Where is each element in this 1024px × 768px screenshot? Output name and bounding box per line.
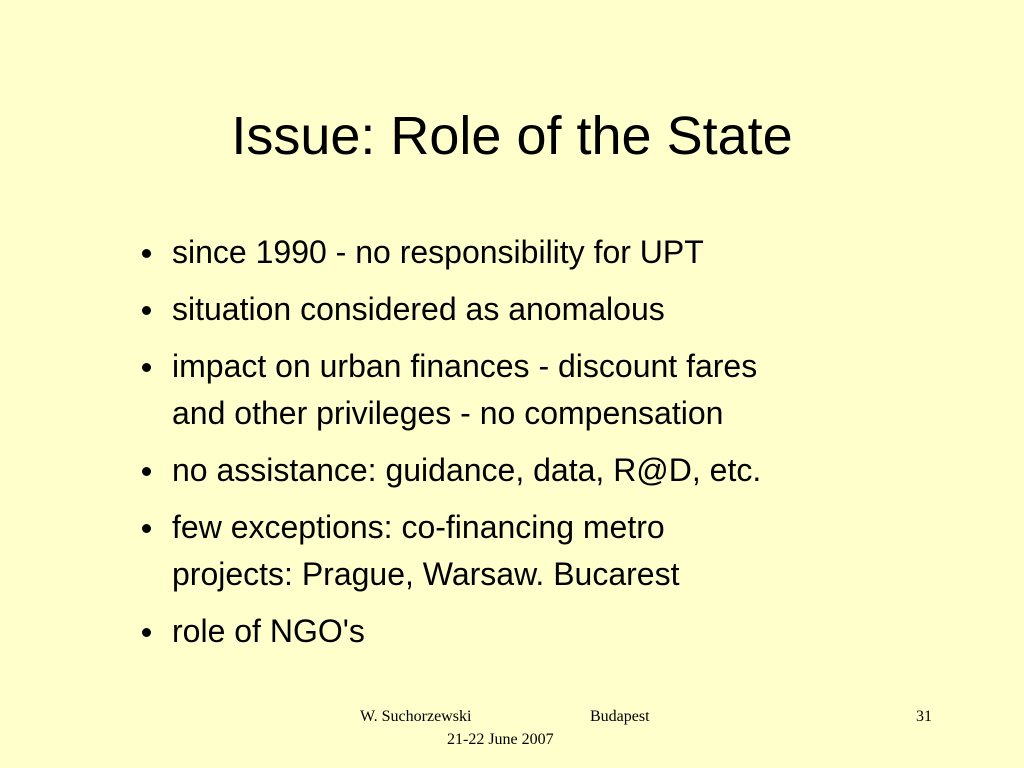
bullet-item bbox=[140, 286, 940, 333]
footer-author: W. Suchorzewski bbox=[360, 708, 472, 725]
bullet-item bbox=[140, 608, 940, 655]
bullet-icon bbox=[142, 524, 151, 533]
bullet-text-line: since 1990 - no responsibility for UPT bbox=[172, 234, 704, 270]
bullet-text-line: projects: Prague, Warsaw. Bucarest bbox=[172, 556, 680, 592]
bullet-item bbox=[140, 504, 940, 598]
bullet-icon bbox=[142, 467, 151, 476]
bullet-icon bbox=[142, 363, 151, 372]
bullet-list bbox=[140, 229, 940, 665]
bullet-text-line: and other privileges - no compensation bbox=[172, 395, 724, 431]
bullet-icon bbox=[142, 306, 151, 315]
bullet-text-line: role of NGO's bbox=[172, 613, 365, 649]
footer-place: Budapest bbox=[590, 708, 650, 725]
bullet-text-line: impact on urban finances - discount fares bbox=[172, 348, 758, 384]
bullet-text-line: few exceptions: co-financing metro bbox=[172, 509, 665, 545]
bullet-icon bbox=[142, 628, 151, 637]
bullet-text-line: no assistance: guidance, data, R@D, etc. bbox=[172, 452, 762, 488]
bullet-text-line: situation considered as anomalous bbox=[172, 291, 665, 327]
bullet-item bbox=[140, 447, 940, 494]
bullet-item bbox=[140, 229, 940, 276]
page-number: 31 bbox=[916, 708, 932, 725]
footer-date: 21-22 June 2007 bbox=[447, 731, 554, 748]
bullet-icon bbox=[142, 249, 151, 258]
bullet-item bbox=[140, 343, 940, 437]
slide-title: Issue: Role of the State bbox=[231, 106, 793, 166]
